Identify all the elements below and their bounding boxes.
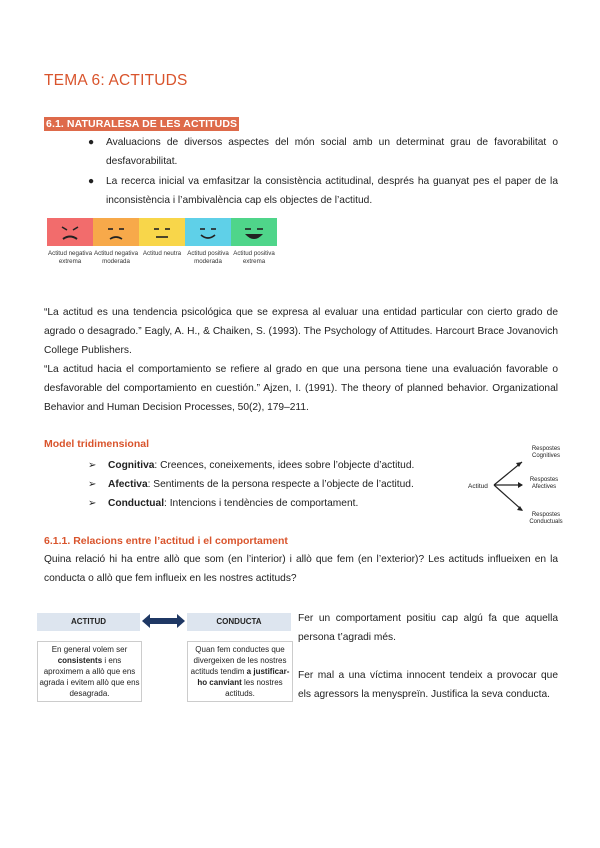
attitude-scale bbox=[47, 218, 277, 246]
model-desc: : Sentiments de la persona respecte a l’objecte de l’actitud. bbox=[147, 479, 414, 490]
diagram-branch-conductuals: Respostes Conductuals bbox=[529, 512, 563, 525]
quote-ajzen: “La actitud hacia el comportamiento se refiere al grado en que una persona tiene una evaluación favorable o desfavorable del comportamiento en cuestión.” Ajzen, I. (1991). The theory of planned behavior. Organizational Behavior and Human Decision Processes, 50(2), 179–211. bbox=[44, 364, 558, 413]
sad-face-icon bbox=[93, 218, 139, 246]
quote-eagly: “La actitud es una tendencia psicológica que se expresa al evaluar una entidad particular con cierto grado de agrado o desagrado.” Eagly, A. H., & Chaiken, S. (1993). The Psychology of Attitudes. Harcourt Brace Jovanovich College Publishers. bbox=[44, 307, 558, 356]
diagram-root: Actitud bbox=[468, 483, 488, 490]
box-header-actitud: ACTITUD bbox=[37, 613, 140, 631]
model-desc: : Intencions i tendències de comportament. bbox=[164, 498, 359, 509]
arrow-bullet-icon: ➢ bbox=[88, 498, 97, 509]
bullet-item bbox=[88, 172, 558, 210]
bullet-text: La recerca inicial va emfasitzar la consistència actitudinal, després ha guanyat pes el paper de la inconsistència i l’ambivalència cap els objectes de l’actitud. bbox=[106, 176, 558, 206]
diagram-branch-afectives: Respostes Afectives bbox=[529, 477, 559, 490]
smile-face-icon bbox=[185, 218, 231, 246]
arrow-bullet-icon: ➢ bbox=[88, 479, 97, 490]
model-term: Conductual bbox=[108, 498, 165, 509]
scale-label: Actitud positiva extrema bbox=[233, 250, 275, 265]
model-term: Cognitiva bbox=[108, 460, 155, 471]
section-question: Quina relació hi ha entre allò que som (en l’interior) i allò que fem (en l’exterior)? Les actituds influeixen en la conducta o allò que fem influeix en les nostres actituds? bbox=[44, 554, 558, 584]
box-body-actitud: En general volem ser consistents i ens aproximem a allò que ens agrada i evitem allò que ens desagrada. bbox=[37, 641, 142, 702]
diagram-arrow bbox=[494, 485, 522, 510]
laugh-face-icon bbox=[231, 218, 277, 246]
model-desc: : Creences, coneixements, idees sobre l’objecte d’actitud. bbox=[154, 460, 415, 471]
model-item-conductual bbox=[88, 494, 359, 513]
diagram-arrow bbox=[494, 462, 522, 485]
diagram-arrowhead-icon bbox=[518, 482, 523, 488]
bullet-text: Avaluacions de diversos aspectes del món social amb un determinat grau de favorabilitat o desfavorabilitat. bbox=[106, 137, 558, 167]
model-heading: Model tridimensional bbox=[44, 438, 150, 450]
scale-label: Actitud positiva moderada bbox=[187, 250, 229, 265]
angry-face-icon bbox=[47, 218, 93, 246]
section-heading-relacions: 6.1.1. Relacions entre l’actitud i el comportament bbox=[44, 535, 288, 547]
model-item-cognitiva bbox=[88, 456, 415, 475]
model-term: Afectiva bbox=[108, 479, 148, 490]
section-heading-naturalesa: 6.1. NATURALESA DE LES ACTITUDS bbox=[46, 118, 238, 130]
side-text-victim: Fer mal a una víctima innocent tendeix a provocar que els agressors la menyspreïn. Justifica la seva conducta. bbox=[298, 670, 558, 700]
neutral-face-icon bbox=[139, 218, 185, 246]
diagram-branch-cognitives: Respostes Cognitives bbox=[531, 446, 561, 459]
model-item-afectiva bbox=[88, 475, 414, 494]
scale-label: Actitud negativa extrema bbox=[47, 250, 93, 265]
tripartite-diagram bbox=[466, 440, 576, 530]
box-header-conducta: CONDUCTA bbox=[187, 613, 291, 631]
scale-label: Actitud neutra bbox=[142, 250, 182, 257]
arrow-bullet-icon: ➢ bbox=[88, 460, 97, 471]
bullet-dot-icon: ● bbox=[88, 137, 95, 148]
scale-label: Actitud negativa moderada bbox=[93, 250, 139, 265]
bullet-item bbox=[88, 133, 558, 171]
double-arrow-icon bbox=[140, 612, 187, 630]
bullet-dot-icon: ● bbox=[88, 176, 95, 187]
page-title: TEMA 6: ACTITUDS bbox=[44, 72, 188, 89]
box-body-conducta: Quan fem conductes que divergeixen de les nostres actituds tendim a justificar-ho canviant les nostres actituds. bbox=[187, 641, 293, 702]
side-text-positive: Fer un comportament positiu cap algú fa que aquella persona t’agradi més. bbox=[298, 613, 558, 643]
